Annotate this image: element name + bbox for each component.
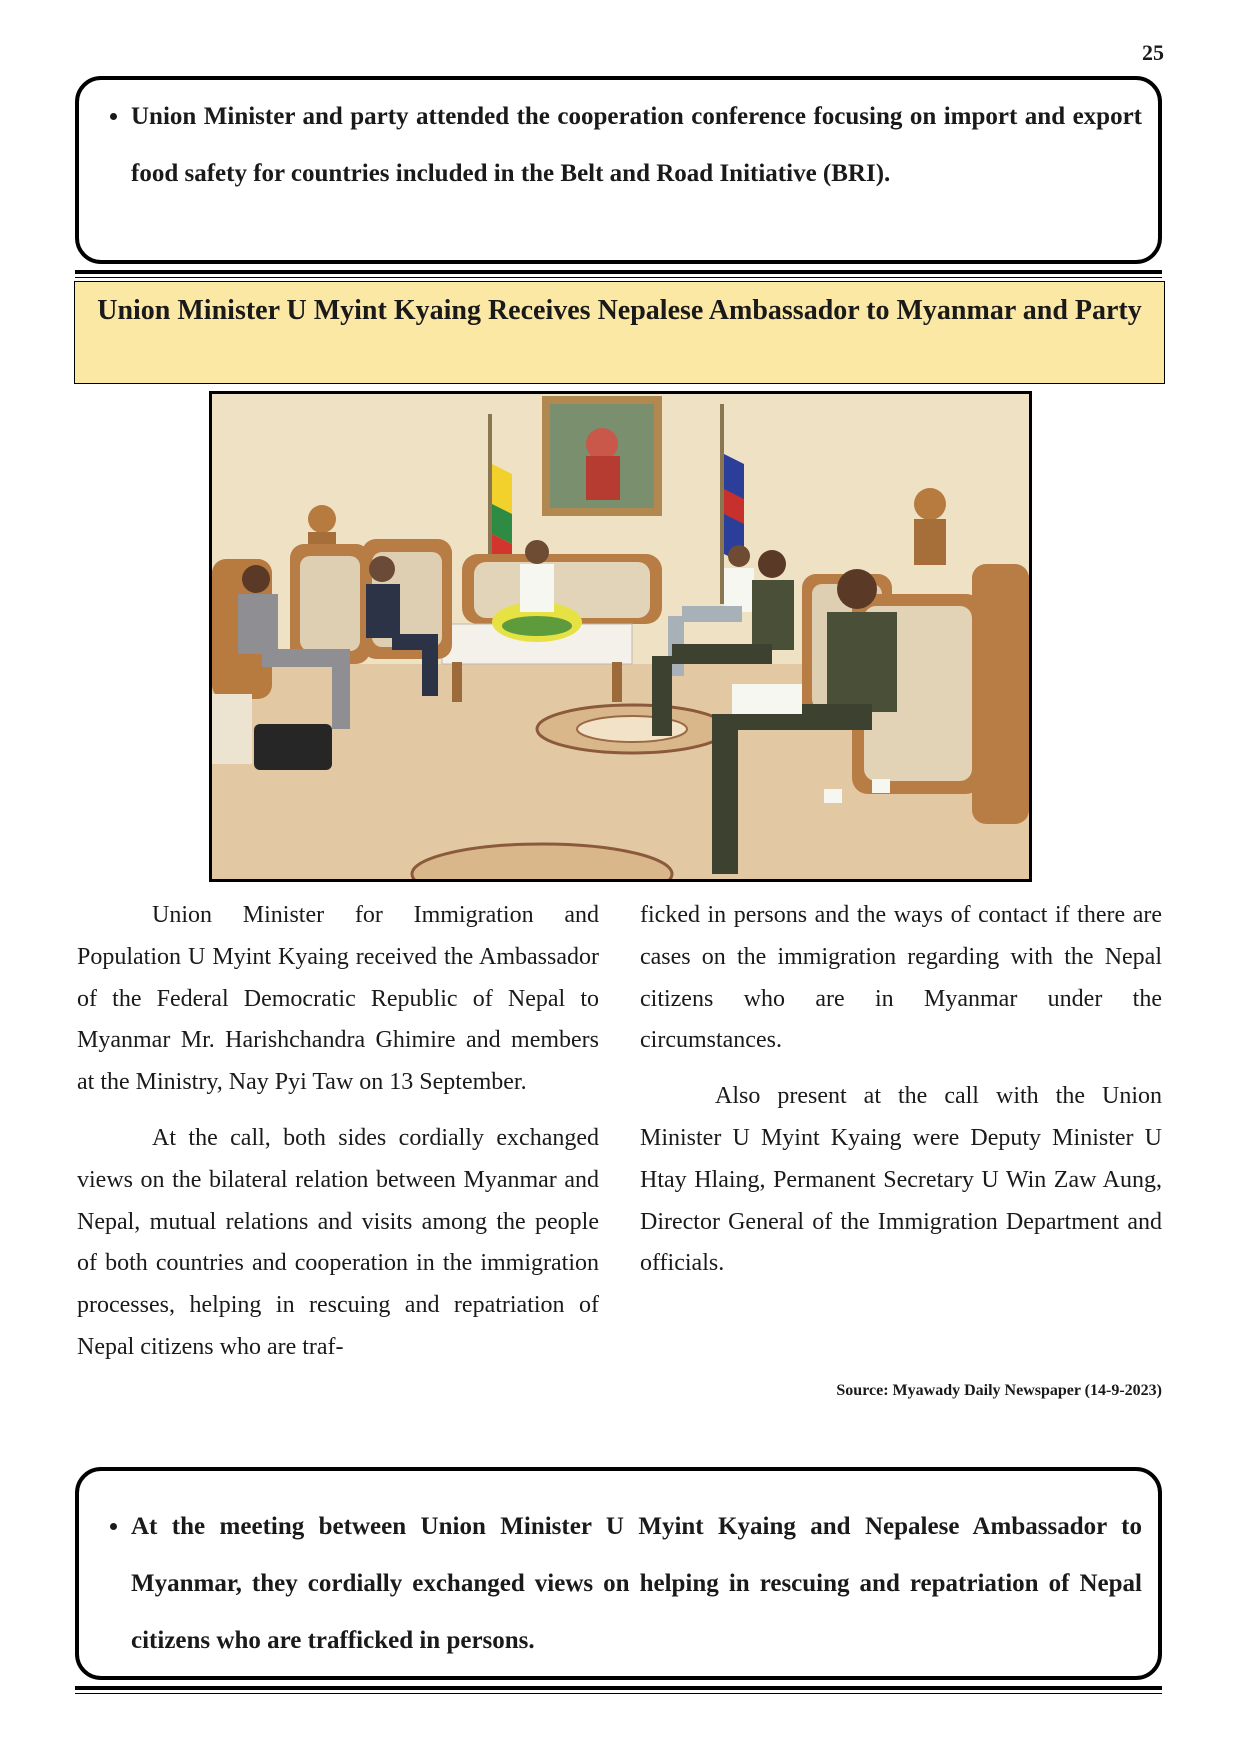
article-source: Source: Myawady Daily Newspaper (14-9-2023) <box>836 1382 1162 1399</box>
page-number: 25 <box>1142 40 1164 65</box>
top-callout-list <box>79 88 1158 202</box>
article-paragraph: Union Minister for Immigration and Population U Myint Kyaing received the Ambassador of the Federal Democratic Republic of Nepal to Myanmar Mr. Harishchandra Ghimire and members at the Ministry, Nay Pyi Taw on 13 September. <box>77 902 599 1096</box>
section-divider <box>75 270 1162 278</box>
article-column-right <box>640 895 1162 1299</box>
page-bottom-divider <box>75 1686 1162 1694</box>
top-callout-text: • Union Minister and party attended the cooperation conference focusing on import and export food safety for countries included in the Belt and Road Initiative (BRI). <box>131 88 1142 202</box>
article-paragraph: Also present at the call with the Union Minister U Myint Kyaing were Deputy Minister U Htay Hlaing, Permanent Secretary U Win Zaw Aung, Director General of the Immigration Department and officials. <box>640 1083 1162 1277</box>
article-photo <box>209 391 1032 882</box>
article-paragraph: ficked in persons and the ways of contact if there are cases on the immigration regarding with the Nepal citizens who are in Myanmar under the circumstances. <box>640 902 1162 1054</box>
top-callout-box <box>75 76 1162 264</box>
article-paragraph: At the call, both sides cordially exchanged views on the bilateral relation between Myanmar and Nepal, mutual relations and visits among the people of both countries and cooperation in the immigration processes, helping in rescuing and repatriation of Nepal citizens who are traf- <box>77 1124 599 1360</box>
bottom-callout-box <box>75 1467 1162 1680</box>
meeting-room-photo-illustration <box>212 394 1029 879</box>
bottom-callout-text: • At the meeting between Union Minister U Myint Kyaing and Nepalese Ambassador to Myanmar, they cordially exchanged views on helping in rescuing and repatriation of Nepal citizens who are trafficked in persons. <box>131 1498 1142 1669</box>
article-column-left <box>77 895 599 1383</box>
article-headline: Union Minister U Myint Kyaing Receives Nepalese Ambassador to Myanmar and Party <box>74 281 1165 384</box>
bottom-callout-list <box>79 1498 1158 1669</box>
